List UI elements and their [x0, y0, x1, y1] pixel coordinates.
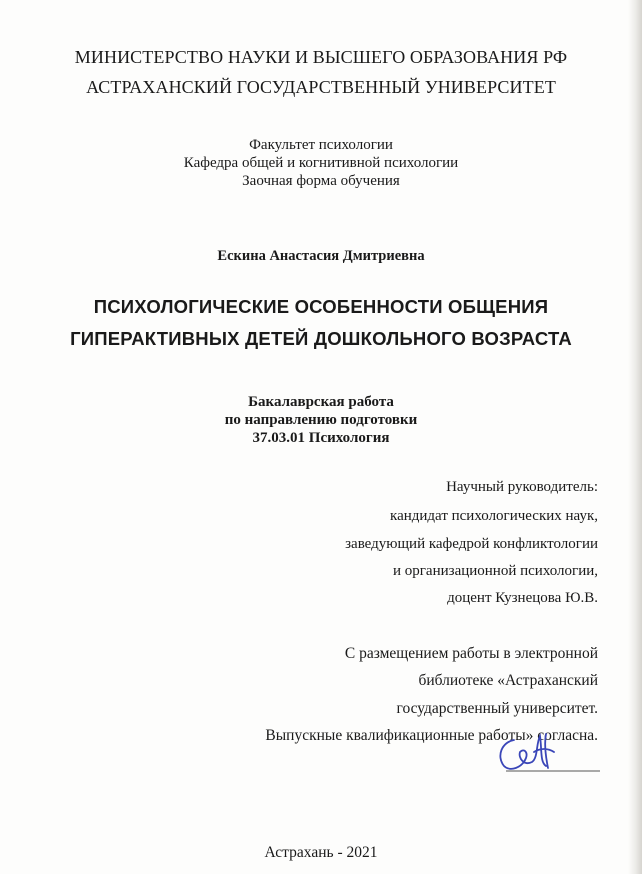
consent-line-2: библиотеке «Астраханский — [418, 672, 598, 689]
supervisor-degree: кандидат психологических наук, — [390, 508, 598, 524]
supervisor-name: доцент Кузнецова Ю.В. — [447, 590, 598, 606]
supervisor-heading: Научный руководитель: — [446, 479, 598, 495]
city-year: Астрахань - 2021 — [264, 844, 378, 861]
university-name: АСТРАХАНСКИЙ ГОСУДАРСТВЕННЫЙ УНИВЕРСИТЕТ — [86, 77, 556, 97]
work-code: 37.03.01 Психология — [252, 430, 390, 446]
study-form: Заочная форма обучения — [242, 173, 400, 189]
thesis-title-line2: ГИПЕРАКТИВНЫХ ДЕТЕЙ ДОШКОЛЬНОГО ВОЗРАСТА — [70, 328, 572, 349]
author-name: Ескина Анастасия Дмитриевна — [217, 248, 425, 264]
faculty-name: Факультет психологии — [249, 137, 393, 153]
supervisor-position-2: и организационной психологии, — [393, 563, 598, 579]
consent-line-4: Выпускные квалификационные работы» согласна. — [265, 727, 598, 744]
consent-line-1: С размещением работы в электронной — [344, 645, 598, 662]
handwritten-signature — [488, 722, 600, 780]
work-type: Бакалаврская работа — [248, 394, 394, 410]
consent-line-3: государственный университет. — [396, 700, 598, 717]
thesis-title-line1: ПСИХОЛОГИЧЕСКИЕ ОСОБЕННОСТИ ОБЩЕНИЯ — [93, 296, 549, 317]
supervisor-position: заведующий кафедрой конфликтологии — [345, 536, 598, 552]
ministry-name: МИНИСТЕРСТВО НАУКИ И ВЫСШЕГО ОБРАЗОВАНИЯ РФ — [74, 47, 568, 67]
department-name: Кафедра общей и когнитивной психологии — [183, 155, 459, 171]
work-direction: по направлению подготовки — [224, 412, 418, 428]
